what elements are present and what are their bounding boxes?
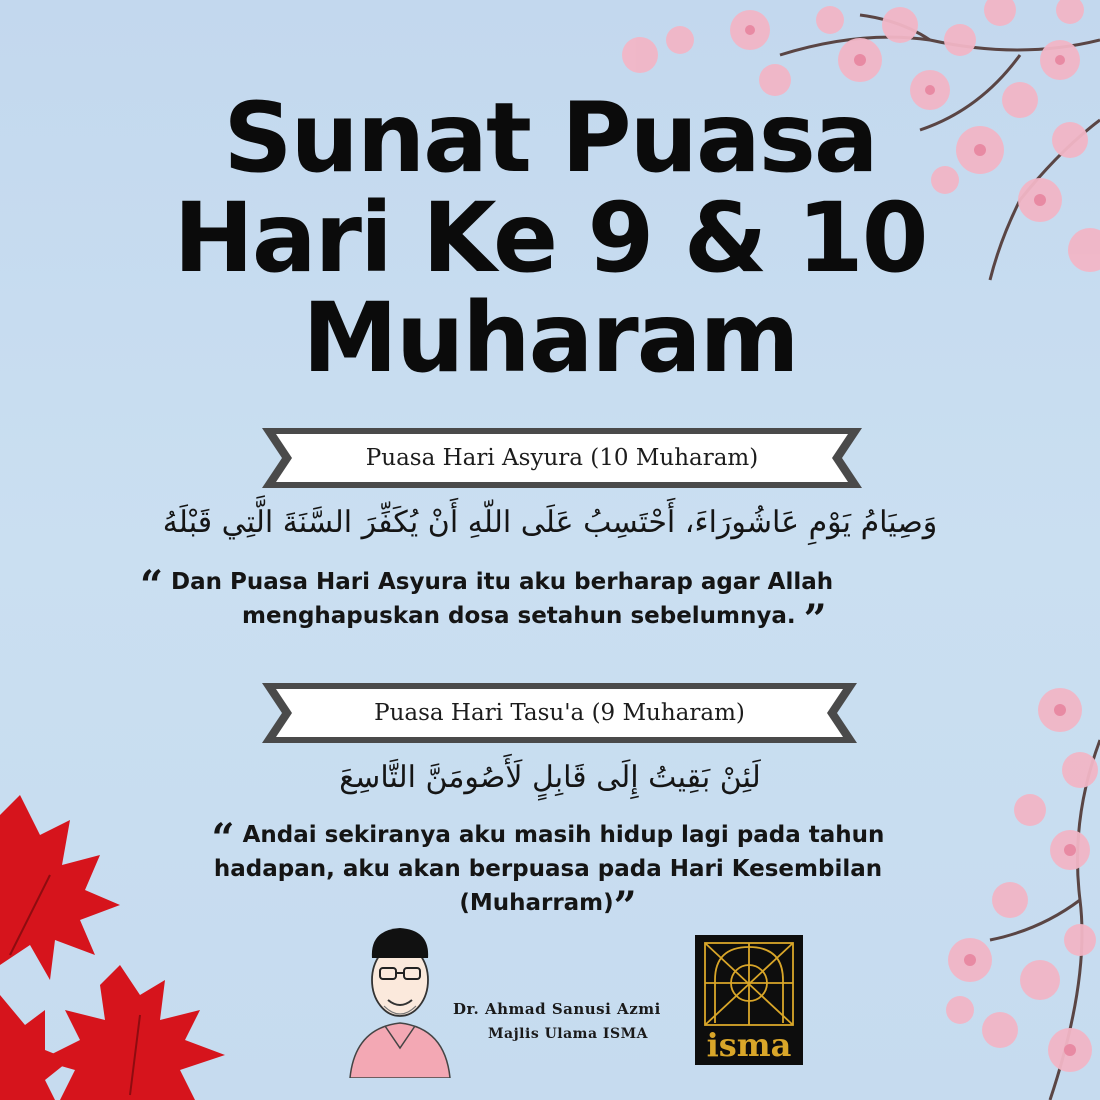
quote-tasua-line-3: (Muharram)” — [459, 883, 637, 930]
ribbon-tasua-label: Puasa Hari Tasu'a (9 Muharam) — [374, 700, 745, 726]
title-line-3: Muharam — [302, 282, 798, 394]
quote-tasua — [148, 815, 948, 930]
title-line-1: Sunat Puasa — [223, 82, 877, 194]
ribbon-asyura — [262, 428, 862, 488]
isma-logo — [695, 935, 803, 1065]
quote-asyura-line-1: “ Dan Puasa Hari Asyura itu aku berharap agar Allah — [140, 562, 834, 609]
title-line-2: Hari Ke 9 & 10 — [173, 182, 927, 294]
arabic-hadith-asyura: وَصِيَامُ يَوْمِ عَاشُورَاءَ، أَحْتَسِبُ عَلَى اللّهِ أَنْ يُكَفِّرَ السَّنَةَ الَّتِي قَبْلَهُ — [162, 505, 938, 540]
portrait-sketch — [340, 918, 460, 1078]
poster-title — [0, 82, 1100, 394]
isma-emblem-icon — [695, 935, 803, 1031]
ribbon-tasua — [262, 683, 857, 743]
open-quote-icon: “ — [211, 815, 235, 862]
ribbon-asyura-label: Puasa Hari Asyura (10 Muharam) — [365, 445, 759, 471]
close-quote-icon: ” — [803, 596, 827, 643]
quote-tasua-line-2: hadapan, aku akan berpuasa pada Hari Kesembilan — [213, 856, 883, 882]
signature-block — [453, 1000, 683, 1042]
quote-asyura-line-2: menghapuskan dosa setahun sebelumnya. ” — [242, 596, 827, 643]
open-quote-icon: “ — [140, 562, 164, 609]
signature-organization: Majlis Ulama ISMA — [488, 1026, 648, 1042]
quote-asyura — [140, 562, 960, 643]
arabic-hadith-tasua: لَئِنْ بَقِيتُ إِلَى قَابِلٍ لَأَصُومَنَّ التَّاسِعَ — [339, 760, 761, 795]
signature-name: Dr. Ahmad Sanusi Azmi — [453, 1000, 661, 1018]
quote-tasua-line-1: “ Andai sekiranya aku masih hidup lagi pada tahun — [211, 815, 885, 862]
cherry-blossom-bottom-right — [930, 680, 1100, 1100]
isma-logo-text: isma — [706, 1026, 792, 1064]
close-quote-icon: ” — [613, 883, 637, 930]
